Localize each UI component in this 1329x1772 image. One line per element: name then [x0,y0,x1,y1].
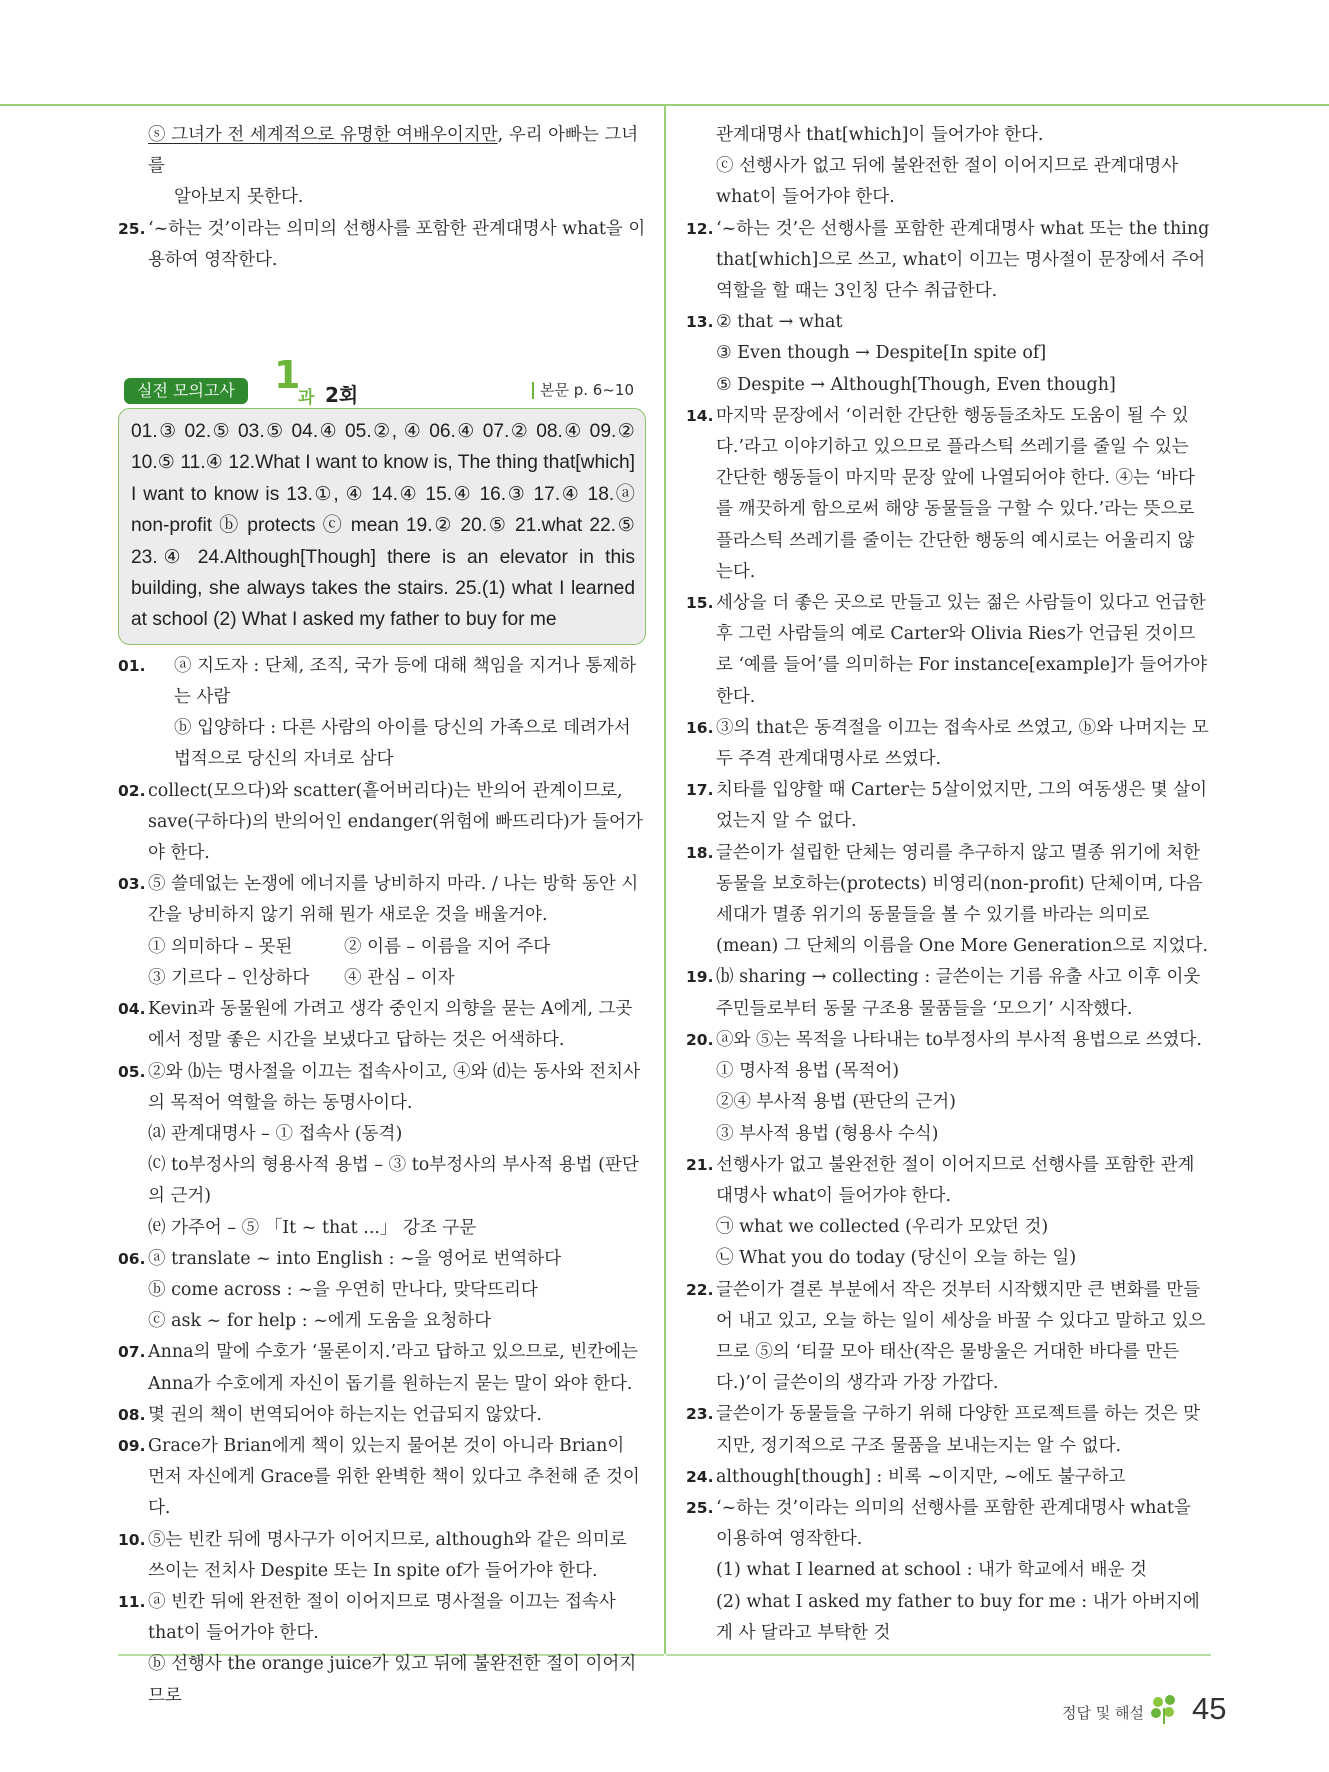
item-number: 22. [686,1280,714,1299]
item-number: 05. [118,1062,146,1081]
item-text: ⓐ 빈칸 뒤에 완전한 절이 이어지므로 명사절을 이끄는 접속사 that이 들어가야 한다. [148,1591,616,1644]
item-text: ‘~하는 것’이라는 의미의 선행사를 포함한 관계대명사 what을 이용하여 영작한다. [716,1497,1191,1550]
explanation-item-05 [118,1057,646,1244]
option: ① 의미하다 – 못된 [148,936,293,957]
item-text: 관계대명사 that[which]이 들어가야 한다. [716,125,1044,145]
item-text: ⒠ 가주어 – ⑤ 「It ~ that ...」 강조 구문 [148,1217,477,1238]
item-number: 15. [686,594,714,613]
item-text: ⑤ 쓸데없는 논쟁에 에너지를 낭비하지 마라. / 나는 방학 동안 시간을 낭비하지 않기 위해 뭔가 새로운 것을 배울거야. [148,874,639,926]
item-text: Kevin과 동물원에 가려고 생각 중인지 의향을 묻는 A에게, 그곳에서 정말 좋은 시간을 보냈다고 답하는 것은 어색하다. [148,999,633,1051]
item-text: ⓐ translate ~ into English : ~을 영어로 번역하다 [148,1248,562,1269]
option: ④ 관심 – 이자 [344,967,455,988]
item-number: 07. [118,1343,146,1362]
item-text: although[though] : 비록 ~이지만, ~에도 불구하고 [716,1466,1126,1487]
item-number: 20. [686,1030,714,1049]
explanation-item-20 [686,1025,1211,1150]
item-text: Grace가 Brian에게 책이 있는지 물어본 것이 아니라 Brian이 먼저 자신에게 Grace를 위한 완벽한 책이 있다고 추천해 준 것이다. [148,1435,640,1519]
item-text: 글쓴이가 동물들을 구하기 위해 다양한 프로젝트를 하는 것은 맞지만, 정기적으로 구조 물품을 보내는지는 알 수 없다. [716,1404,1201,1456]
item-text: ㉡ What you do today (당신이 오늘 하는 일) [716,1248,1077,1269]
item-text: ②와 ⒝는 명사절을 이끄는 접속사이고, ④와 ⒟는 동사와 전치사의 목적어 역할을 하는 동명사이다. [148,1061,640,1113]
option: ③ 기르다 – 인상하다 [148,967,310,988]
explanation-item-15 [686,588,1211,713]
explanation-item-14 [686,401,1211,588]
item-number: 09. [118,1436,146,1455]
explanation-item-25 [118,214,646,276]
item-text: 선행사가 없고 불완전한 절이 이어지므로 선행사를 포함한 관계대명사 what이 들어가야 한다. [716,1154,1195,1206]
item-text: ⓑ 선행사 the orange juice가 있고 뒤에 불완전한 절이 이어지므로 [148,1654,637,1706]
item-text: 글쓴이가 설립한 단체는 영리를 추구하지 않고 멸종 위기에 처한 동물을 보호하는(protects) 비영리(non-profit) 단체이며, 다음 세대가 멸종 위기의 동물들을 볼 수 있기를 바라는 의미로(mean) 그 단체의 이름을 One More Generation으로 지었다. [716,842,1209,957]
explanation-item-01 [118,651,646,776]
explanation-item-25 [686,1493,1211,1649]
item-number: 25. [686,1498,714,1517]
item-number: 08. [118,1405,146,1424]
lesson-word: 과 [298,388,315,409]
explanation-item-16 [686,713,1211,775]
explanation-item-22 [686,1275,1211,1400]
page-number: 45 [1192,1691,1227,1726]
bottom-rule-right [666,1654,1211,1656]
explanation-item-03 [118,869,646,994]
explanation-item-08 [118,1400,646,1431]
item-text: ⓑ 입양하다 : 다른 사람의 아이를 당신의 가족으로 데려가서 법적으로 당신의 자녀로 삼다 [174,718,631,770]
item-text: ②④ 부사적 용법 (판단의 근거) [716,1092,956,1113]
item-text: ③의 that은 동격절을 이끄는 접속사로 쓰였고, ⓑ와 나머지는 모두 주격 관계대명사로 쓰였다. [716,717,1209,770]
item-number: 10. [118,1530,146,1549]
item-text: ⒞ to부정사의 형용사적 용법 – ③ to부정사의 부사적 용법 (판단의 근거) [148,1155,639,1207]
item-text: ㉠ what we collected (우리가 모았던 것) [716,1217,1049,1238]
test-badge: 실전 모의고사 [124,378,248,404]
item-text: ① 명사적 용법 (목적어) [716,1061,900,1082]
item-number: 14. [686,406,714,425]
item-text: ② that → what [716,312,843,333]
item-text: ⓒ 선행사가 없고 뒤에 불완전한 절이 이어지므로 관계대명사 what이 들어가야 한다. [716,156,1179,208]
test-round: 2회 [325,383,359,408]
item-number: 23. [686,1405,714,1424]
item-text: ⓑ come across : ~을 우연히 만나다, 맞닥뜨리다 [148,1279,538,1300]
item-number: 12. [686,219,714,238]
item-number: 19. [686,968,714,987]
item-text: ⓐ와 ⑤는 목적을 나타내는 to부정사의 부사적 용법으로 쓰였다. [716,1029,1202,1050]
left-column [118,120,646,1712]
explanation-item-21 [686,1150,1211,1275]
answer-key-box: 01.③ 02.⑤ 03.⑤ 04.④ 05.②, ④ 06.④ 07.② 08.④ 09.② 10.⑤ 11.④ 12.What I want to know is, The thing that[which] I want to know is 13.①, ④ 14.④ 15.④ 16.③ 17.④ 18.ⓐ non-profit ⓑ protects ⓒ mean 19.② 20.⑤ 21.what 22.⑤ 23.④ 24.Although[Though] there is an elevator in this building, she always takes the stairs. 25.(1) what I learned at school (2) What I asked my father to buy for me [118,408,646,645]
explanation-item-06 [118,1244,646,1338]
footer-label: 정답 및 해설 [1062,1704,1144,1722]
explanation-item-18 [686,838,1211,963]
item-text: ③ Even though → Despite[In spite of] [716,343,1047,364]
item-text: ‘~하는 것’이라는 의미의 선행사를 포함한 관계대명사 what을 이용하여 영작한다. [148,218,646,270]
item-text: 글쓴이가 결론 부분에서 작은 것부터 시작했지만 큰 변화를 만들어 내고 있고, 오늘 하는 일이 세상을 바꿀 수 있다고 말하고 있으므로 ⑤의 ‘티끌 모아 태산(작은 물방울은 거대한 바다를 만든다.)’이 글쓴이의 생각과 가장 가깝다. [716,1279,1206,1394]
explanation-item-11 [118,1587,646,1712]
item-number: 17. [686,781,714,800]
item-text: collect(모으다)와 scatter(흩어버리다)는 반의어 관계이므로, save(구하다)의 반의어인 endanger(위험에 빠뜨리다)가 들어가야 한다. [148,780,643,864]
item-number: 16. [686,718,714,737]
item-text: 세상을 더 좋은 곳으로 만들고 있는 젊은 사람들이 있다고 언급한 후 그런 사람들의 예로 Carter와 Olivia Ries가 언급된 것이므로 ‘예를 들어’를 의미하는 For instance[example]가 들어가야 한다. [716,593,1207,707]
item-text: 마지막 문장에서 ‘이러한 간단한 행동들조차도 도움이 될 수 있다.’라고 이야기하고 있으므로 플라스틱 쓰레기를 줄일 수 있는 간단한 행동들이 마지막 문장 앞에 나열되어야 한다. ④는 ‘바다를 깨끗하게 함으로써 해양 동물들을 구할 수 있다.’라는 뜻으로 플라스틱 쓰레기를 줄이는 간단한 행동의 예시로는 어울리지 않는다. [716,405,1195,582]
item-number: 06. [118,1249,146,1268]
item-text: (2) what I asked my father to buy for me : 내가 아버지에게 사 달라고 부탁한 것 [716,1591,1200,1643]
item-number: 25. [118,219,146,238]
explanation-item-23 [686,1399,1211,1461]
item-text: (1) what I learned at school : 내가 학교에서 배운 것 [716,1560,1147,1581]
explanation-item-02 [118,776,646,870]
column-divider [664,106,666,1654]
item-number: 04. [118,1000,146,1019]
item-number: 13. [686,313,714,332]
item-text: ⒝ sharing → collecting : 글쓴이는 기름 유출 사고 이후 이웃 주민들로부터 동물 구조용 물품들을 ‘모으기’ 시작했다. [716,967,1201,1019]
page-reference: 본문 p. 6~10 [532,382,634,399]
explanation-item-10 [118,1525,646,1587]
explanation-item-07 [118,1337,646,1399]
explanation-item-09 [118,1431,646,1525]
item-number: 21. [686,1155,714,1174]
leaf-icon [1148,1692,1182,1726]
option: ② 이름 – 이름을 지어 주다 [344,936,551,957]
q24-continuation: ⓢ 그녀가 전 세계적으로 유명한 여배우이지만, 우리 아빠는 그녀를 알아보지 못한다. [148,125,639,208]
item-text: ⓐ 지도자 : 단체, 조직, 국가 등에 대해 책임을 지거나 통제하는 사람 [174,655,637,708]
right-column [686,120,1211,1649]
item-text: ⑤ Despite → Although[Though, Even though] [716,374,1116,395]
item-number: 24. [686,1467,714,1486]
explanation-item-13 [686,307,1211,401]
answer-box-header [118,353,646,409]
item-number: 01. [118,656,146,675]
item-text: 몇 권의 책이 번역되어야 하는지는 언급되지 않았다. [148,1404,542,1425]
item-number: 11. [118,1592,146,1611]
item-text: ⓒ ask ~ for help : ~에게 도움을 요청하다 [148,1311,492,1332]
explanation-item-12 [686,214,1211,308]
item-text: Anna의 말에 수호가 ‘물론이지.’라고 답하고 있으므로, 빈칸에는 Anna가 수호에게 자신이 돕기를 원하는지 묻는 말이 와야 한다. [148,1342,639,1394]
item-text: ‘~하는 것’은 선행사를 포함한 관계대명사 what 또는 the thing that[which]으로 쓰고, what이 이끄는 명사절이 문장에서 주어 역할을 할 때는 3인칭 단수 취급한다. [716,218,1210,302]
item-number: 02. [118,781,146,800]
item-text: 치타를 입양할 때 Carter는 5살이었지만, 그의 여동생은 몇 살이었는지 알 수 없다. [716,780,1208,832]
explanation-item-04 [118,994,646,1056]
item-number: 03. [118,875,146,894]
explanation-item-17 [686,775,1211,837]
item-text: ③ 부사적 용법 (형용사 수식) [716,1123,939,1144]
item-text: ⒜ 관계대명사 – ① 접속사 (동격) [148,1123,403,1144]
item-number: 18. [686,843,714,862]
lesson-number: 1 [274,353,301,398]
item-text: ⑤는 빈칸 뒤에 명사구가 이어지므로, although와 같은 의미로 쓰이는 전치사 Despite 또는 In spite of가 들어가야 한다. [148,1529,627,1581]
explanation-item-24 [686,1462,1211,1493]
explanation-item-19 [686,962,1211,1024]
underlined-clause: ⓢ 그녀가 전 세계적으로 유명한 여배우이지만 [148,125,498,145]
